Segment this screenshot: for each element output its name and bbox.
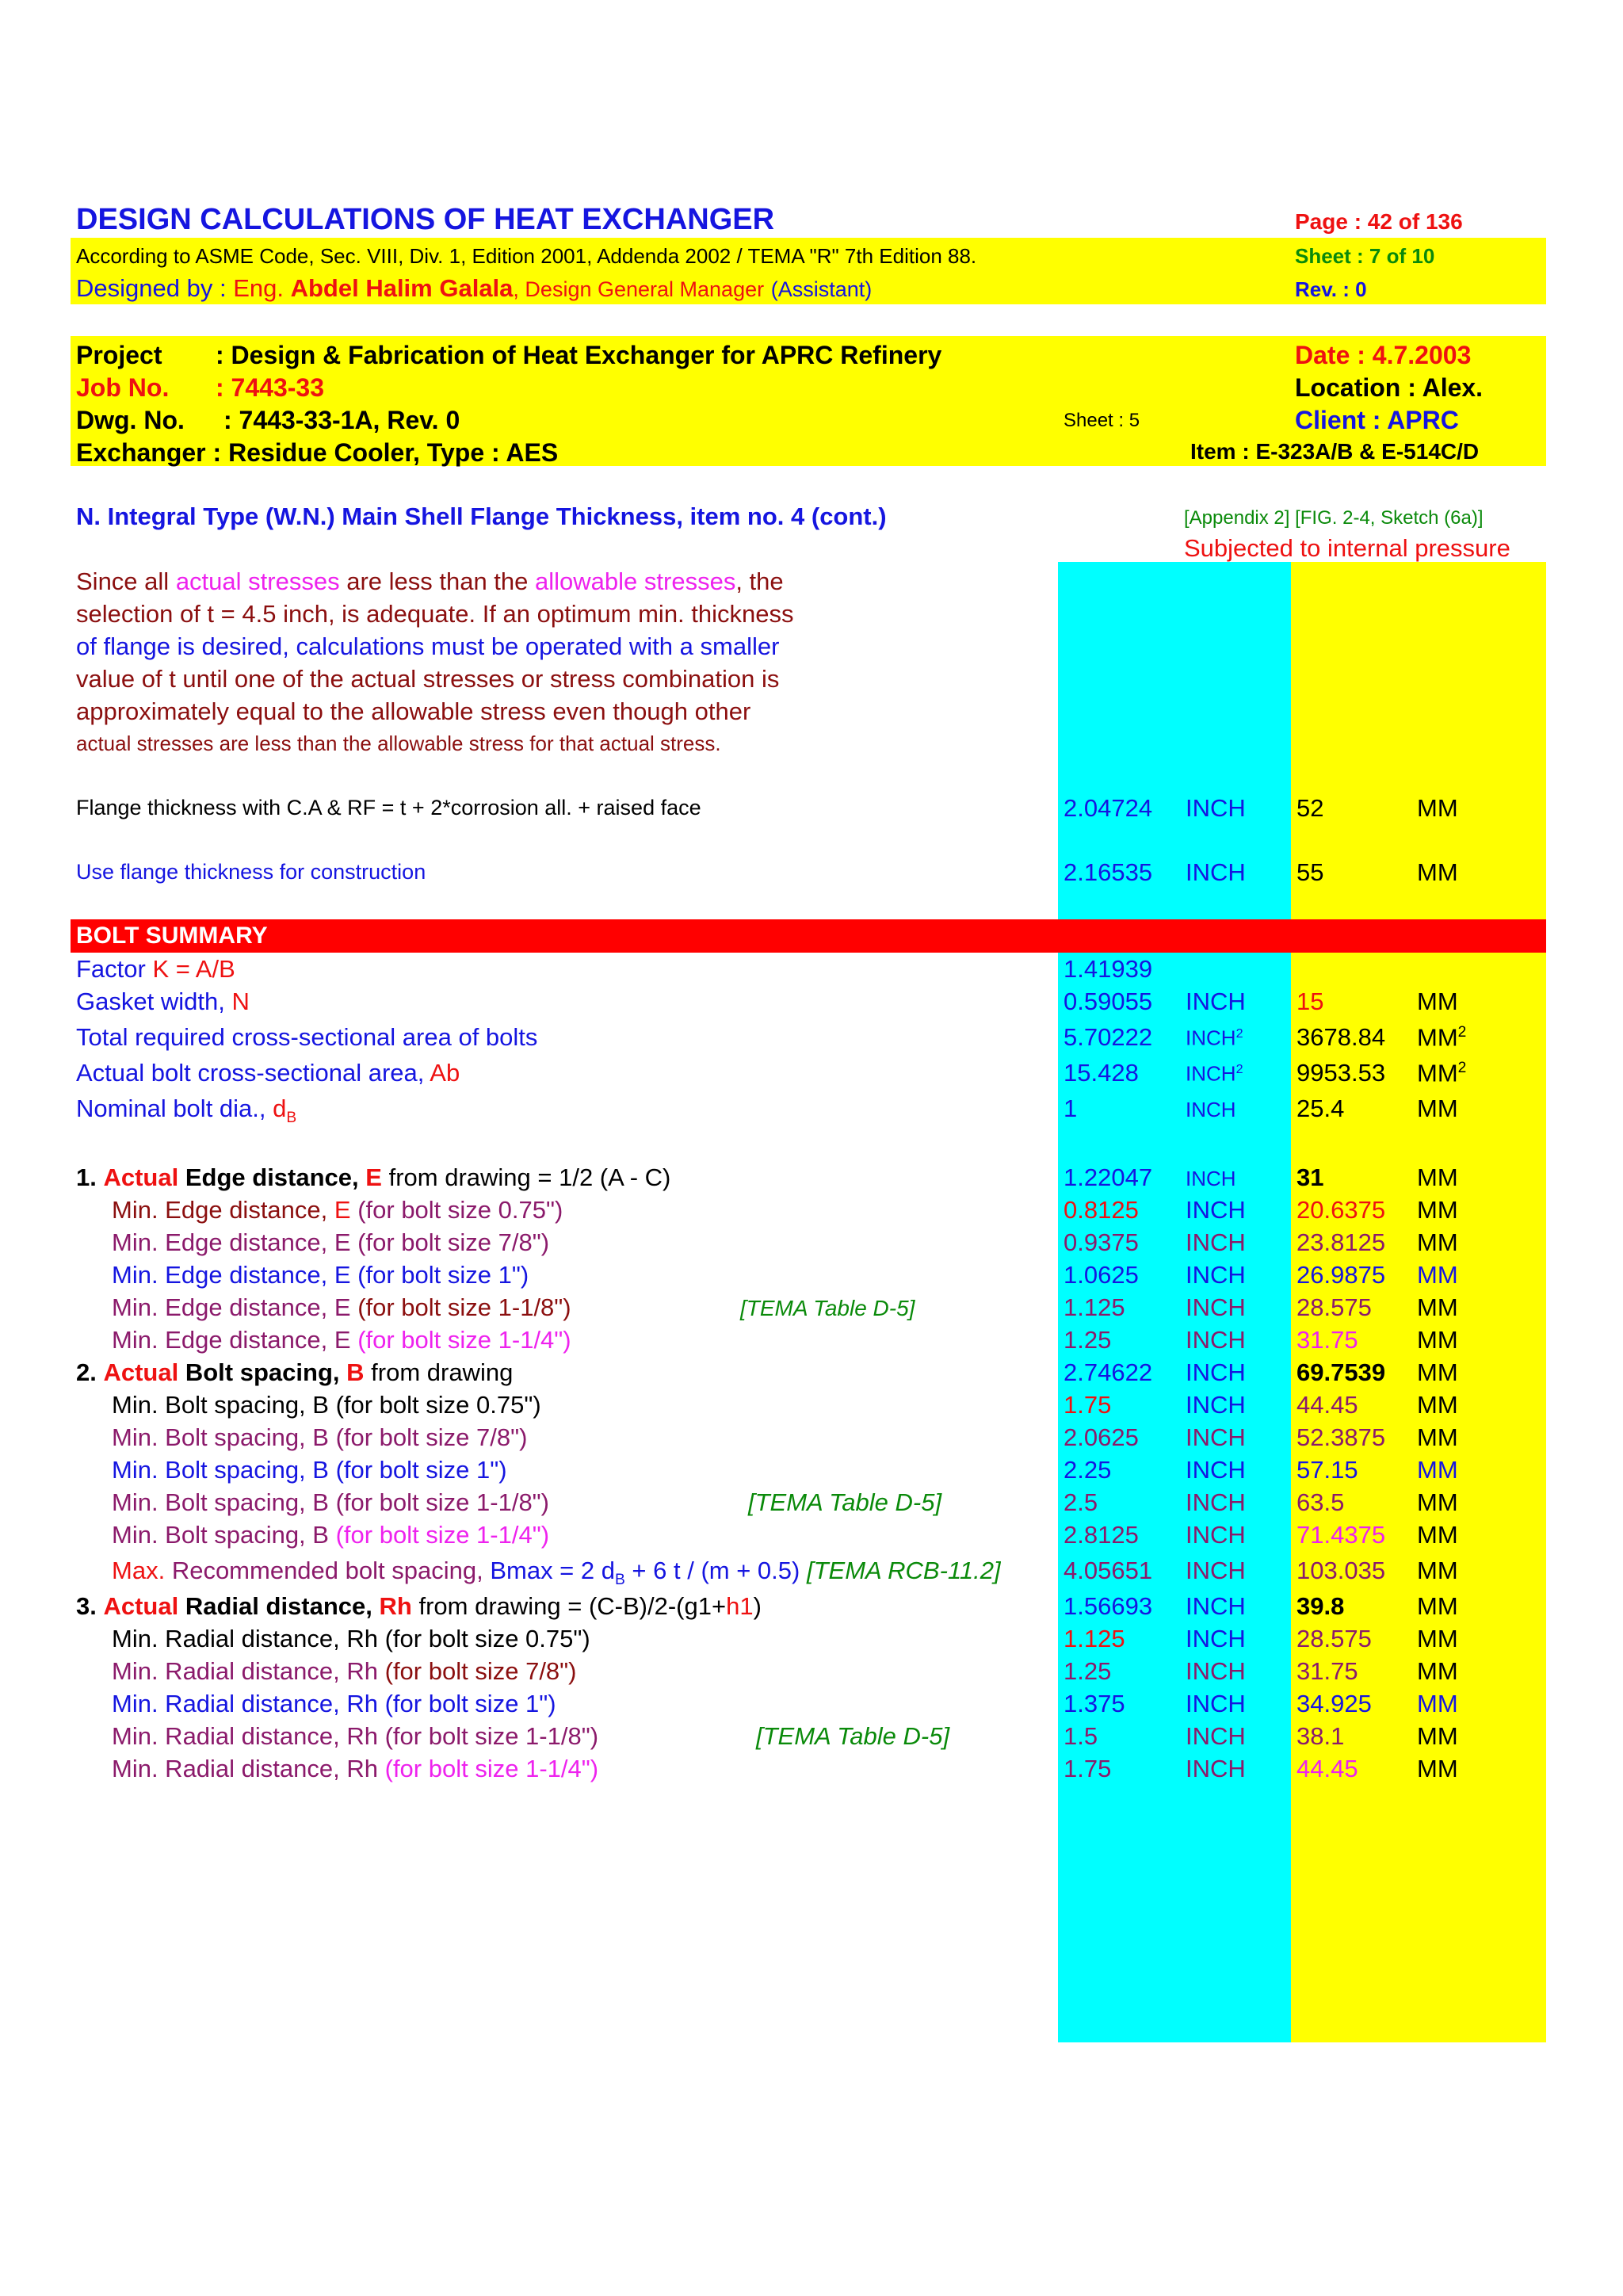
radial-actual-mm-unit: MM — [1417, 1592, 1458, 1620]
edge-min-3-inch-unit: INCH — [1186, 1261, 1246, 1289]
nominal-bolt-dia-symbol — [273, 1095, 297, 1127]
heading-symbol: B — [346, 1358, 365, 1386]
max-formula — [490, 1558, 800, 1588]
para-line-2: selection of t = 4.5 inch, is adequate. If an optimum min. thickness — [76, 600, 794, 628]
gasket-width-inch-unit: INCH — [1186, 988, 1246, 1015]
designed-by-label: Designed by : — [76, 274, 227, 302]
flange-thickness-mm: 52 — [1296, 794, 1324, 822]
edge-min-3-mm: 26.9875 — [1296, 1261, 1386, 1289]
unit-text: MM — [1417, 1059, 1458, 1087]
edge-min-2-mm-unit: MM — [1417, 1228, 1458, 1256]
para-line-5: approximately equal to the allowable stress even though other — [76, 697, 751, 725]
spacing-min-1-inch: 1.75 — [1064, 1391, 1112, 1419]
radial-min-4-mm: 38.1 — [1296, 1722, 1345, 1750]
heading-symbol: Rh — [379, 1592, 412, 1620]
spacing-min-2-inch: 2.0625 — [1064, 1423, 1139, 1451]
gasket-width-mm: 15 — [1296, 988, 1324, 1015]
heading-formula: from drawing = (C-B)/2-(g1+ — [418, 1592, 727, 1620]
edge-actual-mm-unit: MM — [1417, 1163, 1458, 1191]
edge-min-1-inch-unit: INCH — [1186, 1196, 1246, 1224]
heading-formula-h1: h1 — [726, 1592, 754, 1620]
row-text: Min. Radial distance, Rh — [112, 1755, 378, 1782]
tema-d5-ref-radial: [TEMA Table D-5] — [756, 1722, 950, 1750]
nominal-bolt-dia-inch-unit: INCH — [1186, 1098, 1236, 1121]
edge-actual-inch: 1.22047 — [1064, 1163, 1153, 1191]
edge-min-row-4 — [112, 1295, 571, 1320]
page-number: Page : 42 of 136 — [1295, 209, 1463, 234]
spacing-min-row-5 — [112, 1522, 549, 1547]
para-line-6: actual stresses are less than the allowable stress for that actual stress. — [76, 732, 721, 755]
radial-min-2-inch-unit: INCH — [1186, 1657, 1246, 1685]
factor-label: Factor — [76, 955, 146, 983]
spacing-min-5-mm-unit: MM — [1417, 1521, 1458, 1549]
bolt-summary-title: BOLT SUMMARY — [76, 923, 268, 949]
row-text: Min. Edge distance, E — [112, 1326, 351, 1354]
radial-min-5-inch: 1.75 — [1064, 1755, 1112, 1782]
unit-text: INCH — [1186, 1061, 1236, 1086]
radial-min-4-mm-unit: MM — [1417, 1722, 1458, 1750]
tema-d5-ref-edge: [TEMA Table D-5] — [740, 1296, 915, 1320]
spacing-min-3-inch-unit: INCH — [1186, 1456, 1246, 1484]
gasket-width-mm-unit: MM — [1417, 988, 1458, 1015]
gasket-width-symbol: N — [231, 988, 250, 1015]
edge-min-row-2: Min. Edge distance, E (for bolt size 7/8") — [112, 1228, 550, 1256]
row-bolt-size: (for bolt size 1-1/4") — [335, 1521, 550, 1549]
pressure-note: Subjected to internal pressure — [1184, 534, 1510, 562]
spacing-min-5-inch: 2.8125 — [1064, 1521, 1139, 1549]
para-text: , the — [735, 567, 784, 595]
edge-min-5-mm: 31.75 — [1296, 1326, 1358, 1354]
row-text: Min. Edge distance, E — [112, 1293, 351, 1321]
client-label: Client : — [1295, 406, 1381, 434]
factor-k-value: 1.41939 — [1064, 955, 1153, 983]
spacing-min-row-1: Min. Bolt spacing, B (for bolt size 0.75") — [112, 1391, 541, 1419]
heading-formula-end: ) — [753, 1592, 762, 1620]
actual-bolt-area-text: Actual bolt cross-sectional area, — [76, 1059, 425, 1087]
row-text: Min. Radial distance, Rh — [112, 1657, 378, 1685]
symbol-letter: d — [273, 1095, 287, 1122]
edge-min-4-inch: 1.125 — [1064, 1293, 1125, 1321]
heading-name: Radial distance, — [185, 1592, 372, 1620]
nominal-bolt-dia-mm-unit: MM — [1417, 1095, 1458, 1122]
edge-min-4-inch-unit: INCH — [1186, 1293, 1246, 1321]
max-spacing-inch-unit: INCH — [1186, 1557, 1246, 1584]
actual-bolt-area-inch-unit — [1186, 1063, 1243, 1084]
spacing-min-4-inch-unit: INCH — [1186, 1488, 1246, 1516]
unit-text: INCH — [1186, 1026, 1236, 1050]
tema-d5-ref-spacing: [TEMA Table D-5] — [748, 1488, 942, 1516]
spacing-min-2-inch-unit: INCH — [1186, 1423, 1246, 1451]
edge-min-5-inch-unit: INCH — [1186, 1326, 1246, 1354]
spacing-actual-inch-unit: INCH — [1186, 1358, 1246, 1386]
section-title: N. Integral Type (W.N.) Main Shell Flange Thickness, item no. 4 (cont.) — [76, 502, 887, 530]
radial-min-2-inch: 1.25 — [1064, 1657, 1112, 1685]
actual-bolt-area-mm: 9953.53 — [1296, 1059, 1386, 1087]
edge-distance-heading — [76, 1165, 670, 1190]
spacing-min-2-mm: 52.3875 — [1296, 1423, 1386, 1451]
use-flange-label: Use flange thickness for construction — [76, 860, 426, 884]
spacing-min-4-mm-unit: MM — [1417, 1488, 1458, 1516]
spacing-min-4-mm: 63.5 — [1296, 1488, 1345, 1516]
project-value: : Design & Fabrication of Heat Exchanger for APRC Refinery — [216, 341, 942, 369]
project-location: Location : Alex. — [1295, 373, 1484, 402]
dwg-label: Dwg. No. — [76, 406, 185, 434]
edge-min-row-3: Min. Edge distance, E (for bolt size 1") — [112, 1261, 529, 1289]
edge-min-1-mm-unit: MM — [1417, 1196, 1458, 1224]
edge-min-2-inch-unit: INCH — [1186, 1228, 1246, 1256]
revision: Rev. : 0 — [1295, 277, 1367, 301]
radial-min-5-mm: 44.45 — [1296, 1755, 1358, 1782]
heading-number: 1. — [76, 1163, 97, 1191]
formula-part: + 6 t / (m + 0.5) — [624, 1558, 800, 1584]
edge-min-4-mm: 28.575 — [1296, 1293, 1372, 1321]
spacing-actual-inch: 2.74622 — [1064, 1358, 1153, 1386]
radial-min-2-mm: 31.75 — [1296, 1657, 1358, 1685]
heading-actual: Actual — [103, 1592, 179, 1620]
project-date: Date : 4.7.2003 — [1295, 341, 1472, 369]
spacing-min-3-mm-unit: MM — [1417, 1456, 1458, 1484]
formula-subscript: B — [615, 1572, 625, 1588]
edge-min-row-5 — [112, 1328, 571, 1352]
factor-k-label — [76, 957, 235, 981]
radial-actual-mm: 39.8 — [1296, 1592, 1345, 1620]
flange-thickness-inch: 2.04724 — [1064, 794, 1153, 822]
sheet-ref: Sheet : 5 — [1064, 410, 1140, 431]
radial-min-2-mm-unit: MM — [1417, 1657, 1458, 1685]
item-info: Item : E-323A/B & E-514C/D — [1190, 439, 1480, 464]
radial-min-row-3: Min. Radial distance, Rh (for bolt size 1") — [112, 1690, 556, 1717]
actual-bolt-area-mm-unit — [1417, 1060, 1466, 1085]
unit-exponent: 2 — [1457, 1024, 1467, 1041]
tema-rcb-ref: [TEMA RCB-11.2] — [806, 1558, 1001, 1584]
dwg-value: : 7443-33-1A, Rev. 0 — [223, 406, 460, 434]
row-text: Min. Bolt spacing, B — [112, 1521, 329, 1549]
edge-min-4-mm-unit: MM — [1417, 1293, 1458, 1321]
edge-min-1-inch: 0.8125 — [1064, 1196, 1139, 1224]
para-line-1 — [76, 569, 784, 594]
radial-actual-inch-unit: INCH — [1186, 1592, 1246, 1620]
nominal-bolt-dia-inch: 1 — [1064, 1095, 1078, 1122]
radial-min-1-mm-unit: MM — [1417, 1625, 1458, 1652]
unit-exponent: 2 — [1235, 1026, 1243, 1041]
para-allowable-stresses: allowable stresses — [535, 567, 736, 595]
radial-min-5-mm-unit: MM — [1417, 1755, 1458, 1782]
flange-thickness-label: Flange thickness with C.A & RF = t + 2*corrosion all. + raised face — [76, 796, 701, 819]
edge-min-1-mm: 20.6375 — [1296, 1196, 1386, 1224]
gasket-width-text: Gasket width, — [76, 988, 225, 1015]
spacing-min-row-2: Min. Bolt spacing, B (for bolt size 7/8") — [112, 1423, 528, 1451]
use-flange-inch-unit: INCH — [1186, 858, 1246, 886]
total-required-area-label: Total required cross-sectional area of bolts — [76, 1023, 538, 1051]
exchanger-info: Exchanger : Residue Cooler, Type : AES — [76, 438, 559, 467]
max-spacing-inch: 4.05651 — [1064, 1557, 1153, 1584]
actual-bolt-area-inch: 15.428 — [1064, 1059, 1139, 1087]
job-label: Job No. — [76, 373, 170, 402]
gasket-width-label — [76, 989, 250, 1014]
max-spacing-mm-unit: MM — [1417, 1557, 1458, 1584]
radial-min-1-mm: 28.575 — [1296, 1625, 1372, 1652]
total-required-area-inch: 5.70222 — [1064, 1023, 1153, 1051]
total-required-area-inch-unit — [1186, 1027, 1243, 1049]
use-flange-mm: 55 — [1296, 858, 1324, 886]
designer-assist: (Assistant) — [770, 277, 873, 301]
page-title: DESIGN CALCULATIONS OF HEAT EXCHANGER — [76, 203, 775, 236]
flange-thickness-mm-unit: MM — [1417, 794, 1458, 822]
heading-number: 2. — [76, 1358, 97, 1386]
edge-min-5-inch: 1.25 — [1064, 1326, 1112, 1354]
max-text: Recommended bolt spacing, — [171, 1558, 483, 1584]
edge-actual-inch-unit: INCH — [1186, 1167, 1236, 1190]
row-bolt-size: (for bolt size 1-1/4") — [357, 1326, 571, 1354]
max-label: Max. — [112, 1558, 166, 1584]
spacing-min-3-mm: 57.15 — [1296, 1456, 1358, 1484]
spacing-min-3-inch: 2.25 — [1064, 1456, 1112, 1484]
para-text: Since all — [76, 567, 170, 595]
heading-actual: Actual — [103, 1358, 179, 1386]
radial-min-3-inch: 1.375 — [1064, 1690, 1125, 1717]
radial-min-3-mm-unit: MM — [1417, 1690, 1458, 1717]
spacing-min-row-3: Min. Bolt spacing, B (for bolt size 1") — [112, 1456, 507, 1484]
spacing-min-5-mm: 71.4375 — [1296, 1521, 1386, 1549]
heading-formula: from drawing — [371, 1358, 514, 1386]
client-line — [1295, 407, 1459, 433]
heading-formula: from drawing = 1/2 (A - C) — [388, 1163, 671, 1191]
sheet-number: Sheet : 7 of 10 — [1295, 244, 1435, 268]
formula-part: Bmax = 2 d — [490, 1558, 615, 1584]
gasket-width-inch: 0.59055 — [1064, 988, 1153, 1015]
actual-bolt-area-symbol: Ab — [430, 1059, 460, 1087]
spacing-min-row-4: Min. Bolt spacing, B (for bolt size 1-1/8") — [112, 1488, 550, 1516]
para-line-4: value of t until one of the actual stresses or stress combination is — [76, 665, 780, 693]
client-value: APRC — [1387, 406, 1459, 434]
symbol-subscript: B — [286, 1110, 297, 1127]
nominal-bolt-dia-text: Nominal bolt dia., — [76, 1095, 266, 1122]
spacing-min-2-mm-unit: MM — [1417, 1423, 1458, 1451]
use-flange-inch: 2.16535 — [1064, 858, 1153, 886]
spacing-min-1-mm-unit: MM — [1417, 1391, 1458, 1419]
project-label: Project — [76, 341, 162, 369]
heading-symbol: E — [365, 1163, 382, 1191]
heading-actual: Actual — [103, 1163, 179, 1191]
row-text: Min. Edge distance, — [112, 1196, 328, 1224]
radial-min-row-4: Min. Radial distance, Rh (for bolt size 1-1/8") — [112, 1722, 599, 1750]
heading-name: Edge distance, — [185, 1163, 359, 1191]
row-bolt-size: (for bolt size 7/8") — [384, 1657, 577, 1685]
radial-min-5-inch-unit: INCH — [1186, 1755, 1246, 1782]
nominal-bolt-dia-label — [76, 1096, 296, 1125]
radial-min-1-inch: 1.125 — [1064, 1625, 1125, 1652]
row-bolt-size: (for bolt size 1-1/4") — [384, 1755, 599, 1782]
spacing-min-5-inch-unit: INCH — [1186, 1521, 1246, 1549]
radial-distance-heading — [76, 1594, 762, 1618]
para-actual-stresses: actual stresses — [175, 567, 340, 595]
radial-min-1-inch-unit: INCH — [1186, 1625, 1246, 1652]
designed-by-line — [76, 276, 872, 300]
total-required-area-mm: 3678.84 — [1296, 1023, 1386, 1051]
heading-name: Bolt spacing, — [185, 1358, 340, 1386]
unit-exponent: 2 — [1235, 1062, 1243, 1076]
heading-number: 3. — [76, 1592, 97, 1620]
total-required-area-mm-unit — [1417, 1023, 1467, 1052]
para-line-3: of flange is desired, calculations must be operated with a smaller — [76, 632, 780, 660]
actual-bolt-area-label — [76, 1060, 460, 1085]
spacing-min-4-inch: 2.5 — [1064, 1488, 1098, 1516]
radial-min-3-inch-unit: INCH — [1186, 1690, 1246, 1717]
spacing-actual-mm-unit: MM — [1417, 1358, 1458, 1386]
designer-name: Abdel Halim Galala — [290, 274, 514, 302]
edge-min-2-mm: 23.8125 — [1296, 1228, 1386, 1256]
edge-min-5-mm-unit: MM — [1417, 1326, 1458, 1354]
unit-exponent: 2 — [1457, 1060, 1467, 1076]
factor-formula: K = A/B — [152, 955, 235, 983]
designer-role: , Design General Manager — [513, 277, 765, 301]
unit-text: MM — [1417, 1023, 1458, 1052]
designer-prefix: Eng. — [233, 274, 284, 302]
radial-min-4-inch: 1.5 — [1064, 1722, 1098, 1750]
radial-min-row-5 — [112, 1756, 598, 1781]
edge-min-2-inch: 0.9375 — [1064, 1228, 1139, 1256]
edge-actual-mm: 31 — [1296, 1163, 1324, 1191]
row-symbol: E — [334, 1196, 351, 1224]
nominal-bolt-dia-mm: 25.4 — [1296, 1095, 1345, 1122]
row-bolt-size: (for bolt size 0.75") — [357, 1196, 563, 1224]
radial-min-row-2 — [112, 1659, 577, 1683]
radial-min-4-inch-unit: INCH — [1186, 1722, 1246, 1750]
flange-thickness-inch-unit: INCH — [1186, 794, 1246, 822]
edge-min-3-mm-unit: MM — [1417, 1261, 1458, 1289]
radial-min-3-mm: 34.925 — [1296, 1690, 1372, 1717]
max-spacing-row — [112, 1558, 1001, 1587]
bolt-spacing-heading — [76, 1360, 513, 1385]
bolt-summary-bar — [71, 919, 1546, 953]
edge-min-3-inch: 1.0625 — [1064, 1261, 1139, 1289]
para-text: are less than the — [346, 567, 529, 595]
radial-min-row-1: Min. Radial distance, Rh (for bolt size 0.75") — [112, 1625, 590, 1652]
spacing-actual-mm: 69.7539 — [1296, 1358, 1386, 1386]
code-line: According to ASME Code, Sec. VIII, Div. 1, Edition 2001, Addenda 2002 / TEMA "R" 7th Edition 88. — [76, 244, 977, 268]
job-value: : 7443-33 — [216, 373, 324, 402]
radial-actual-inch: 1.56693 — [1064, 1592, 1153, 1620]
edge-min-row-1 — [112, 1198, 563, 1222]
spacing-min-1-mm: 44.45 — [1296, 1391, 1358, 1419]
row-bolt-size: (for bolt size 1-1/8") — [357, 1293, 571, 1321]
section-ref: [Appendix 2] [FIG. 2-4, Sketch (6a)] — [1184, 507, 1484, 529]
spacing-min-1-inch-unit: INCH — [1186, 1391, 1246, 1419]
max-spacing-mm: 103.035 — [1296, 1557, 1386, 1584]
use-flange-mm-unit: MM — [1417, 858, 1458, 886]
